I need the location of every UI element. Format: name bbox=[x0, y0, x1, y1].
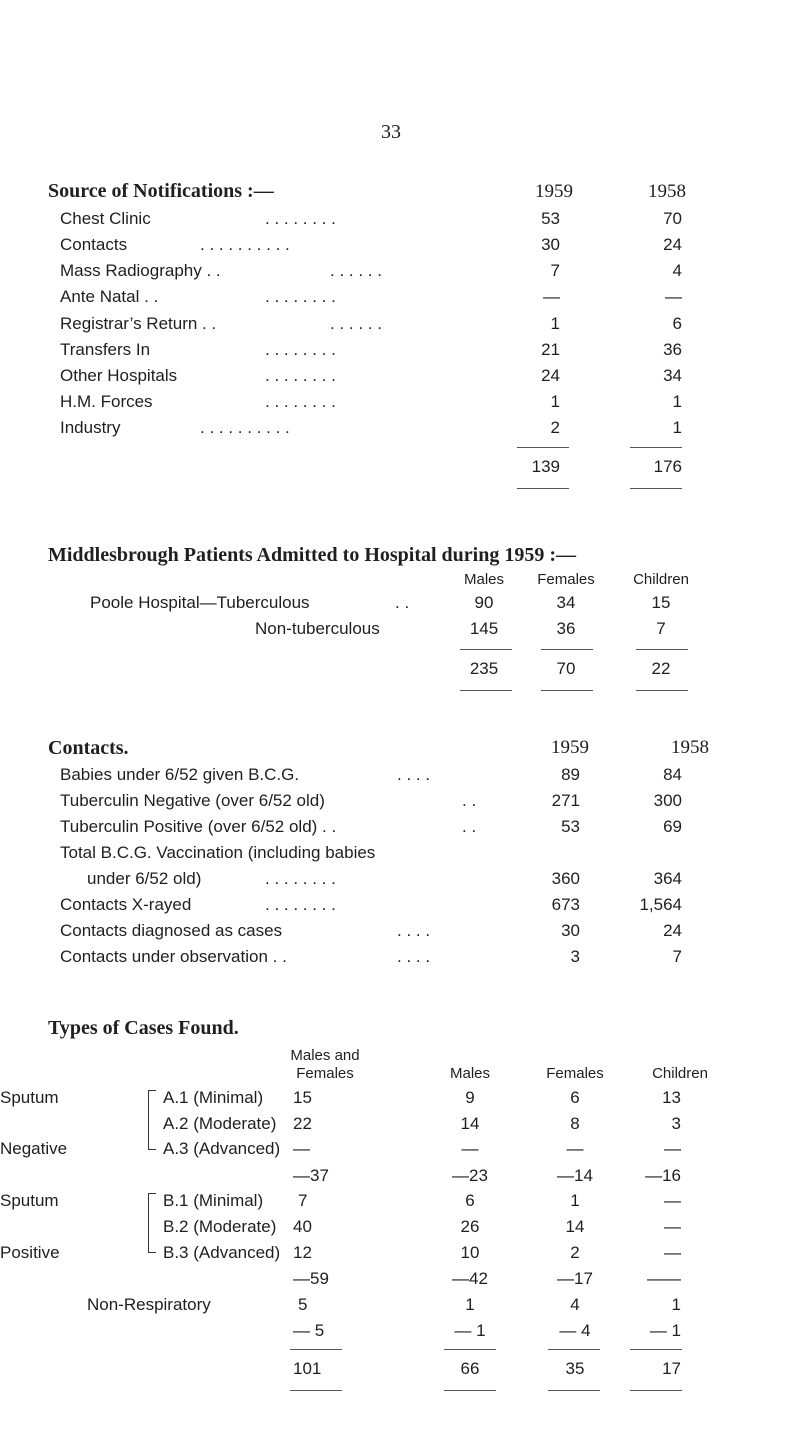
row-label: Tuberculin Negative (over 6/52 old) bbox=[60, 791, 325, 810]
subtotal-mf: — 5 bbox=[293, 1321, 325, 1340]
notifications-year-1959: 1959 bbox=[535, 181, 573, 202]
row-females: 36 bbox=[556, 619, 576, 638]
row-leader-dots: . . . . . . . . bbox=[265, 869, 336, 888]
total-rule-bottom bbox=[290, 1390, 342, 1391]
row-females: 8 bbox=[570, 1114, 580, 1133]
row-females: 4 bbox=[570, 1295, 580, 1314]
row-mf: 12 bbox=[293, 1243, 312, 1262]
total-rule-top bbox=[444, 1349, 496, 1350]
row-value-1958: 24 bbox=[663, 921, 682, 940]
row-leader-dots: . . . . . . . . bbox=[265, 895, 336, 914]
total-rule-bottom bbox=[636, 690, 688, 691]
row-label: Contacts X-rayed bbox=[60, 895, 192, 914]
sputum-positive-label-2: Positive bbox=[0, 1243, 60, 1262]
row-males: 26 bbox=[460, 1217, 480, 1236]
row-value-1959: 21 bbox=[541, 340, 560, 359]
row-value-1958: 7 bbox=[672, 947, 682, 966]
row-value-1959: 3 bbox=[570, 947, 580, 966]
row-label: Contacts bbox=[60, 235, 128, 254]
row-label: Tuberculin Positive (over 6/52 old) . . bbox=[60, 817, 337, 836]
row-value-1959: 2 bbox=[550, 418, 560, 437]
sputum-negative-label-2: Negative bbox=[0, 1139, 68, 1158]
row-leader-dots: . . . . bbox=[397, 765, 431, 784]
row-label: Contacts diagnosed as cases bbox=[60, 921, 283, 940]
row-males: 90 bbox=[474, 593, 494, 612]
contacts-year-1959: 1959 bbox=[551, 737, 589, 758]
total-rule-bottom bbox=[517, 488, 569, 489]
admissions-heading: Middlesbrough Patients Admitted to Hospital during 1959 :— bbox=[48, 544, 577, 566]
total-rule-top bbox=[290, 1349, 342, 1350]
row-children: — bbox=[664, 1217, 681, 1236]
row-value-1959: 360 bbox=[551, 869, 580, 888]
total-rule-bottom bbox=[548, 1390, 600, 1391]
total-rule-top bbox=[630, 1349, 682, 1350]
row-value-1959: 271 bbox=[551, 791, 580, 810]
row-value-1958: 70 bbox=[663, 209, 682, 228]
row-leader-dots: . . . . . . . . bbox=[265, 392, 336, 411]
admissions-col-children: Children bbox=[633, 571, 689, 588]
row-label: B.1 (Minimal) bbox=[163, 1191, 264, 1210]
total-females: 35 bbox=[565, 1359, 585, 1378]
row-value-1958: 364 bbox=[653, 869, 682, 888]
row-males: 1 bbox=[465, 1295, 475, 1314]
total-rule-top bbox=[636, 649, 688, 650]
row-children: 1 bbox=[671, 1295, 681, 1314]
row-children: 7 bbox=[656, 619, 666, 638]
row-value-1958: 84 bbox=[663, 765, 682, 784]
row-leader-dots: . . . . . . . . bbox=[265, 340, 336, 359]
row-leader-dots: . . . . . . . . bbox=[265, 366, 336, 385]
total-males: 66 bbox=[460, 1359, 480, 1378]
row-leader-dots: . . . . . . . . bbox=[265, 209, 336, 228]
row-leader-dots: . . . . . . . . . . bbox=[200, 418, 290, 437]
row-leader-dots: . . . . bbox=[397, 921, 431, 940]
subtotal-males: —23 bbox=[452, 1166, 488, 1185]
notifications-total-1958: 176 bbox=[653, 457, 682, 476]
row-leader-dots: . . bbox=[462, 791, 477, 810]
row-value-1958: 69 bbox=[663, 817, 682, 836]
row-males: 9 bbox=[465, 1088, 475, 1107]
row-value-1959: 1 bbox=[550, 314, 560, 333]
row-value-1958: 300 bbox=[653, 791, 682, 810]
row-mf: — bbox=[293, 1139, 310, 1158]
row-mf: 40 bbox=[293, 1217, 312, 1236]
row-value-1959: 30 bbox=[541, 235, 560, 254]
subtotal-children: —— bbox=[647, 1269, 681, 1288]
types-col-males: Males bbox=[449, 1065, 490, 1082]
row-females: 2 bbox=[570, 1243, 580, 1262]
admissions-total-children: 22 bbox=[651, 659, 671, 678]
row-leader-dots: . . bbox=[395, 593, 410, 612]
row-value-1959: 673 bbox=[551, 895, 580, 914]
total-rule-top bbox=[460, 649, 512, 650]
row-label: under 6/52 old) bbox=[87, 869, 202, 888]
row-value-1958: 36 bbox=[663, 340, 682, 359]
subtotal-females: — 4 bbox=[559, 1321, 591, 1340]
row-label: H.M. Forces bbox=[60, 392, 153, 411]
row-label: A.2 (Moderate) bbox=[163, 1114, 277, 1133]
row-leader-dots: . . . . . . bbox=[330, 261, 382, 280]
subtotal-children: —16 bbox=[645, 1166, 681, 1185]
total-rule-top bbox=[630, 447, 682, 448]
row-mf: 22 bbox=[293, 1114, 312, 1133]
row-children: 13 bbox=[662, 1088, 681, 1107]
total-rule-top bbox=[517, 447, 569, 448]
row-children: 3 bbox=[671, 1114, 681, 1133]
row-males: 14 bbox=[460, 1114, 480, 1133]
subtotal-children: — 1 bbox=[649, 1321, 681, 1340]
total-rule-bottom bbox=[630, 488, 682, 489]
row-value-1959: 89 bbox=[561, 765, 580, 784]
subtotal-males: —42 bbox=[452, 1269, 488, 1288]
contacts-year-1958: 1958 bbox=[671, 737, 709, 758]
row-value-1959: 53 bbox=[561, 817, 580, 836]
row-label: Total B.C.G. Vaccination (including babies bbox=[60, 843, 376, 862]
row-value-1959: 1 bbox=[550, 392, 560, 411]
row-label: Non-tuberculous bbox=[255, 619, 380, 638]
row-label: Babies under 6/52 given B.C.G. bbox=[60, 765, 300, 784]
row-value-1958: 34 bbox=[663, 366, 682, 385]
subtotal-mf: —59 bbox=[293, 1269, 329, 1288]
total-rule-top bbox=[541, 649, 593, 650]
subtotal-females: —14 bbox=[557, 1166, 593, 1185]
total-rule-bottom bbox=[630, 1390, 682, 1391]
row-males: 6 bbox=[465, 1191, 475, 1210]
row-label: Non-Respiratory bbox=[87, 1295, 211, 1314]
row-value-1958: 24 bbox=[663, 235, 682, 254]
row-label: Transfers In bbox=[60, 340, 151, 359]
page-number: 33 bbox=[381, 121, 401, 143]
row-females: 1 bbox=[570, 1191, 580, 1210]
subtotal-males: — 1 bbox=[454, 1321, 486, 1340]
row-leader-dots: . . . . . . . . bbox=[265, 287, 336, 306]
row-label: Poole Hospital—Tuberculous bbox=[90, 593, 310, 612]
types-heading: Types of Cases Found. bbox=[48, 1017, 239, 1039]
contacts-heading: Contacts. bbox=[48, 737, 129, 759]
row-label: Other Hospitals bbox=[60, 366, 178, 385]
total-rule-bottom bbox=[460, 690, 512, 691]
row-value-1959: 24 bbox=[541, 366, 560, 385]
total-rule-bottom bbox=[444, 1390, 496, 1391]
row-females: — bbox=[566, 1139, 584, 1158]
row-mf: 15 bbox=[293, 1088, 312, 1107]
row-label: A.3 (Advanced) bbox=[163, 1139, 281, 1158]
row-label: Chest Clinic bbox=[60, 209, 151, 228]
row-value-1958: 1 bbox=[672, 418, 682, 437]
row-leader-dots: . . . . bbox=[397, 947, 431, 966]
row-label: Registrar’s Return . . bbox=[60, 314, 217, 333]
row-males: 10 bbox=[460, 1243, 480, 1262]
admissions-total-females: 70 bbox=[556, 659, 576, 678]
row-value-1959: 7 bbox=[550, 261, 560, 280]
admissions-col-females: Females bbox=[537, 571, 595, 588]
row-children: — bbox=[664, 1139, 681, 1158]
sputum-negative-label-1: Sputum bbox=[0, 1088, 59, 1107]
admissions-col-males: Males bbox=[463, 571, 504, 588]
row-males: 145 bbox=[469, 619, 499, 638]
notifications-total-1959: 139 bbox=[531, 457, 560, 476]
row-mf: 7 bbox=[298, 1191, 308, 1210]
row-males: — bbox=[461, 1139, 479, 1158]
notifications-heading: Source of Notifications :— bbox=[48, 180, 274, 202]
types-col-mf-line1: Males and bbox=[290, 1047, 360, 1064]
total-rule-top bbox=[548, 1349, 600, 1350]
row-label: B.3 (Advanced) bbox=[163, 1243, 281, 1262]
row-value-1958: 1,564 bbox=[639, 895, 682, 914]
row-label: Ante Natal . . bbox=[60, 287, 159, 306]
row-children: 15 bbox=[651, 593, 671, 612]
row-mf: 5 bbox=[298, 1295, 308, 1314]
types-col-females: Females bbox=[546, 1065, 604, 1082]
notifications-year-1958: 1958 bbox=[648, 181, 686, 202]
row-females: 6 bbox=[570, 1088, 580, 1107]
row-leader-dots: . . . . . . . . . . bbox=[200, 235, 290, 254]
subtotal-mf: —37 bbox=[293, 1166, 329, 1185]
total-children: 17 bbox=[662, 1359, 681, 1378]
sputum-positive-label-1: Sputum bbox=[0, 1191, 59, 1210]
bracket-negative bbox=[148, 1090, 156, 1150]
bracket-positive bbox=[148, 1193, 156, 1253]
row-value-1958: — bbox=[665, 287, 682, 306]
row-value-1959: 30 bbox=[561, 921, 580, 940]
row-children: — bbox=[664, 1243, 681, 1262]
total-rule-bottom bbox=[541, 690, 593, 691]
row-leader-dots: . . . . . . bbox=[330, 314, 382, 333]
subtotal-females: —17 bbox=[557, 1269, 593, 1288]
admissions-total-males: 235 bbox=[469, 659, 499, 678]
row-females: 14 bbox=[565, 1217, 585, 1236]
row-label: Mass Radiography . . bbox=[60, 261, 221, 280]
types-col-mf-line2: Females bbox=[296, 1065, 354, 1082]
row-value-1958: 1 bbox=[672, 392, 682, 411]
types-col-children: Children bbox=[652, 1065, 708, 1082]
row-value-1959: 53 bbox=[541, 209, 560, 228]
row-label: A.1 (Minimal) bbox=[163, 1088, 264, 1107]
total-mf: 101 bbox=[293, 1359, 322, 1378]
row-label: Industry bbox=[60, 418, 121, 437]
row-value-1959: — bbox=[543, 287, 560, 306]
row-value-1958: 4 bbox=[672, 261, 682, 280]
row-leader-dots: . . bbox=[462, 817, 477, 836]
row-children: — bbox=[664, 1191, 681, 1210]
row-females: 34 bbox=[556, 593, 576, 612]
row-label: B.2 (Moderate) bbox=[163, 1217, 277, 1236]
row-value-1958: 6 bbox=[672, 314, 682, 333]
row-label: Contacts under observation . . bbox=[60, 947, 287, 966]
